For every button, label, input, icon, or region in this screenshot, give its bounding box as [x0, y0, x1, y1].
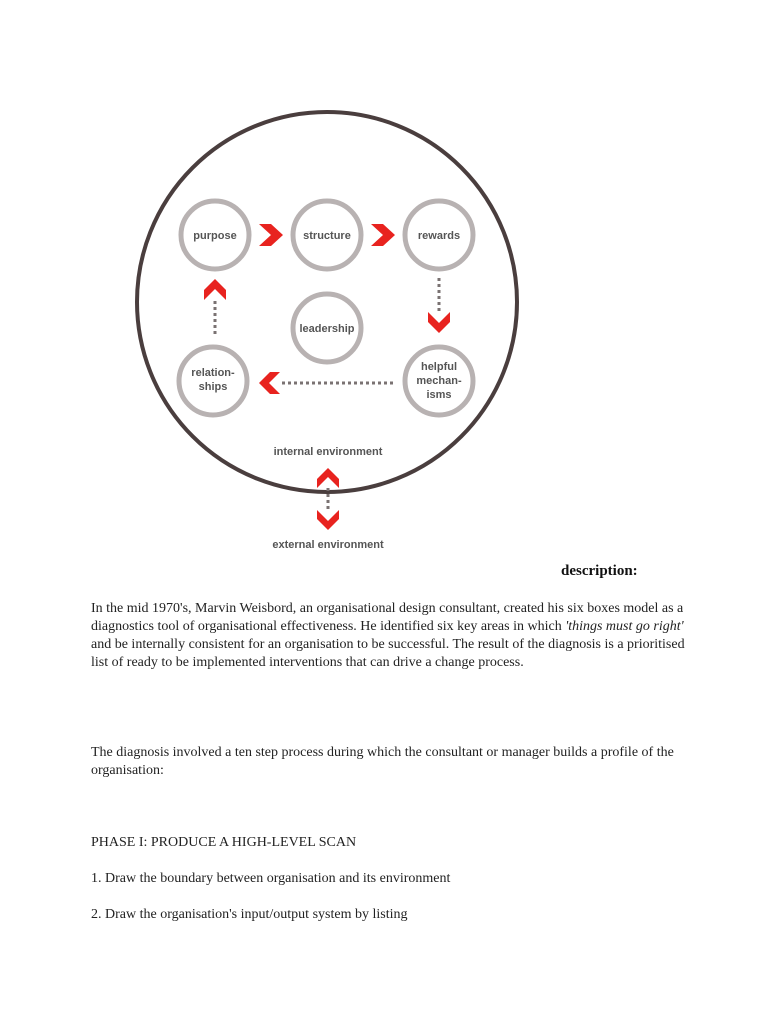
arrow-right-icon	[371, 224, 395, 246]
arrow-down-icon	[428, 312, 450, 333]
arrow-right-icon	[259, 224, 283, 246]
phase-one-heading: PHASE I: PRODUCE A HIGH-LEVEL SCAN	[91, 835, 357, 850]
purpose-label: purpose	[193, 230, 237, 242]
leadership-label: leadership	[299, 323, 355, 335]
arrow-down-icon	[317, 510, 339, 530]
intro-paragraph-text-2: and be internally consistent for an organisation to be successful. The result of the diagnosis is a prioritised list of ready to be implemented interventions that can drive a change process.	[91, 637, 685, 670]
rewards-label: rewards	[417, 230, 461, 242]
helpful-mechanisms-label-line1: helpful	[420, 361, 458, 373]
relationships-label-line1: relation-	[191, 367, 235, 379]
step-one: 1. Draw the boundary between organisation and its environment	[91, 871, 451, 886]
relationships-label-line2: ships	[198, 381, 228, 393]
arrow-up-icon	[204, 279, 226, 300]
helpful-mechanisms-label-line3: isms	[426, 389, 452, 401]
intro-paragraph	[91, 600, 691, 672]
structure-label: structure	[303, 230, 351, 242]
external-environment-label: external environment	[272, 539, 384, 551]
arrow-left-icon	[259, 372, 280, 394]
arrow-up-icon	[317, 468, 339, 488]
internal-environment-label: internal environment	[273, 446, 383, 458]
helpful-mechanisms-label-line2: mechan-	[416, 375, 462, 387]
intro-paragraph-text-1: In the mid 1970's, Marvin Weisbord, an organisational design consultant, created his six boxes model as a diagnostics tool of organisational effectiveness. He identified six key areas in which	[91, 601, 684, 634]
diagnosis-paragraph: The diagnosis involved a ten step process during which the consultant or manager builds a profile of the organisation:	[91, 745, 674, 778]
description-heading: description:	[561, 563, 638, 579]
step-two: 2. Draw the organisation's input/output system by listing	[91, 907, 408, 922]
intro-paragraph-emphasis: 'things must go right'	[565, 619, 684, 634]
